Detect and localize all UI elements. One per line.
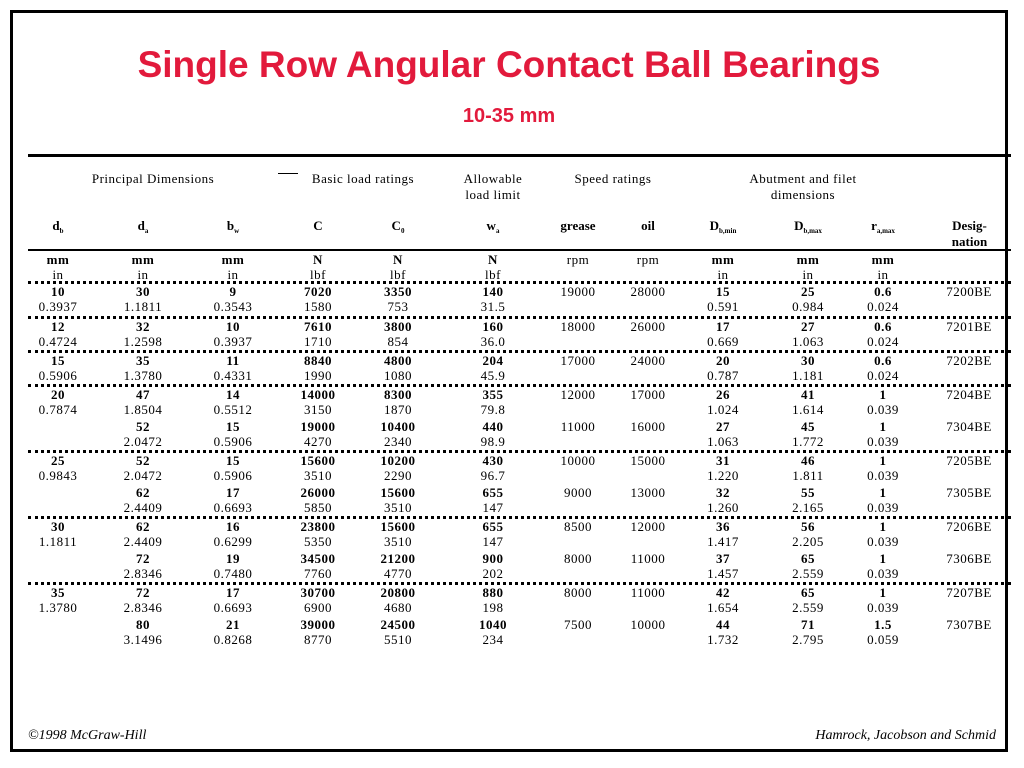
cell-metric-abut-Dbmax: 30 <box>801 353 815 368</box>
cell-metric-limit-wa: 880 <box>482 585 504 600</box>
cell-imperial-outer-da: 2.0472 <box>123 468 163 483</box>
cell-metric-load-C0: 15600 <box>380 485 416 500</box>
cell-imperial-limit-wa: 234 <box>482 632 504 647</box>
cell-imperial-load-C0: 1080 <box>384 368 412 383</box>
cell-imperial-load-C: 5850 <box>304 500 332 515</box>
cell-imperial-bore-d: 0.4724 <box>38 334 78 349</box>
cell-imperial-width-bw: 0.4331 <box>213 368 253 383</box>
cell-imperial-load-C0: 2290 <box>384 468 412 483</box>
cell-metric-bore-d: 35 <box>51 585 65 600</box>
cell-imperial-load-C: 7760 <box>304 566 332 581</box>
cell-imperial-limit-wa: 202 <box>482 566 504 581</box>
unit-metric-filet-ramax: mm <box>871 252 895 267</box>
cell-imperial-width-bw: 0.7480 <box>213 566 253 581</box>
cell-metric-abut-Dbmin: 17 <box>716 319 730 334</box>
cell-imperial-width-bw: 0.5906 <box>213 434 253 449</box>
cell-metric-abut-Dbmin: 15 <box>716 284 730 299</box>
cell-imperial-limit-wa: 45.9 <box>480 368 506 383</box>
cell-metric-abut-Dbmax: 46 <box>801 453 815 468</box>
symbol-designation-2: nation <box>951 234 988 249</box>
cell-metric-abut-Dbmin: 26 <box>716 387 730 402</box>
cell-imperial-outer-da: 2.8346 <box>123 566 163 581</box>
cell-metric-load-C0: 24500 <box>380 617 416 632</box>
cell-metric-speed-oil: 17000 <box>630 387 666 402</box>
cell-metric-outer-da: 52 <box>136 453 150 468</box>
cell-imperial-outer-da: 2.0472 <box>123 434 163 449</box>
cell-metric-limit-wa: 140 <box>482 284 504 299</box>
symbol-wa: $w_a$ <box>486 218 500 235</box>
unit-imperial-load-C: lbf <box>310 267 326 282</box>
symbol-d: $d_b$ <box>52 218 64 235</box>
cell-metric-load-C0: 21200 <box>380 551 416 566</box>
symbol-oil: oil <box>641 218 655 233</box>
cell-metric-speed-oil: 28000 <box>630 284 666 299</box>
cell-metric-limit-wa: 900 <box>482 551 504 566</box>
cell-metric-load-C: 34500 <box>300 551 336 566</box>
cell-imperial-abut-Dbmin: 0.669 <box>707 334 739 349</box>
cell-metric-width-bw: 17 <box>226 585 240 600</box>
cell-metric-speed-oil: 15000 <box>630 453 666 468</box>
cell-metric-filet-ramax: 1 <box>879 519 887 534</box>
cell-metric-speed-oil: 16000 <box>630 419 666 434</box>
cell-imperial-abut-Dbmax: 2.165 <box>792 500 824 515</box>
header-rule <box>28 249 1011 251</box>
cell-metric-abut-Dbmax: 71 <box>801 617 815 632</box>
cell-metric-outer-da: 62 <box>136 519 150 534</box>
cell-metric-width-bw: 14 <box>226 387 240 402</box>
cell-metric-width-bw: 17 <box>226 485 240 500</box>
cell-imperial-bore-d: 1.1811 <box>38 534 78 549</box>
cell-metric-limit-wa: 1040 <box>479 617 507 632</box>
cell-imperial-filet-ramax: 0.024 <box>867 368 899 383</box>
cell-imperial-abut-Dbmax: 1.063 <box>792 334 824 349</box>
cell-metric-filet-ramax: 1 <box>879 419 887 434</box>
symbol-C: C <box>313 218 323 233</box>
cell-imperial-outer-da: 3.1496 <box>123 632 163 647</box>
cell-metric-filet-ramax: 1 <box>879 485 887 500</box>
cell-metric-outer-da: 72 <box>136 585 150 600</box>
cell-imperial-width-bw: 0.6693 <box>213 500 253 515</box>
symbol-ra-max: $r_{a,max}$ <box>871 218 895 235</box>
cell-metric-speed-oil: 13000 <box>630 485 666 500</box>
cell-imperial-load-C0: 854 <box>387 334 409 349</box>
cell-imperial-abut-Dbmin: 0.787 <box>707 368 739 383</box>
cell-metric-width-bw: 16 <box>226 519 240 534</box>
slide-frame <box>10 10 1008 752</box>
cell-metric-load-C: 26000 <box>300 485 336 500</box>
cell-metric-load-C0: 3800 <box>384 319 412 334</box>
cell-imperial-limit-wa: 147 <box>482 534 504 549</box>
cell-metric-filet-ramax: 0.6 <box>874 353 892 368</box>
cell-metric-load-C0: 15600 <box>380 519 416 534</box>
cell-imperial-abut-Dbmin: 1.654 <box>707 600 739 615</box>
unit-metric-abut-Dbmax: mm <box>796 252 820 267</box>
cell-metric-load-C: 8840 <box>304 353 332 368</box>
cell-metric-designation: 7201BE <box>946 319 992 334</box>
cell-metric-designation: 7207BE <box>946 585 992 600</box>
cell-metric-limit-wa: 440 <box>482 419 504 434</box>
cell-metric-speed-grease: 12000 <box>560 387 596 402</box>
cell-metric-abut-Dbmin: 36 <box>716 519 730 534</box>
cell-metric-designation: 7202BE <box>946 353 992 368</box>
cell-metric-designation: 7205BE <box>946 453 992 468</box>
cell-imperial-bore-d: 0.9843 <box>38 468 78 483</box>
cell-metric-load-C: 14000 <box>300 387 336 402</box>
cell-metric-abut-Dbmax: 56 <box>801 519 815 534</box>
cell-imperial-abut-Dbmax: 1.614 <box>792 402 824 417</box>
cell-metric-load-C0: 20800 <box>380 585 416 600</box>
footer-authors: Hamrock, Jacobson and Schmid <box>815 728 996 743</box>
cell-metric-designation: 7204BE <box>946 387 992 402</box>
cell-metric-outer-da: 35 <box>136 353 150 368</box>
cell-imperial-load-C0: 4680 <box>384 600 412 615</box>
cell-metric-abut-Dbmax: 55 <box>801 485 815 500</box>
symbol-grease: grease <box>560 218 596 233</box>
cell-imperial-abut-Dbmin: 1.417 <box>707 534 739 549</box>
cell-metric-designation: 7305BE <box>946 485 992 500</box>
cell-imperial-load-C0: 4770 <box>384 566 412 581</box>
cell-metric-limit-wa: 430 <box>482 453 504 468</box>
cell-metric-speed-grease: 9000 <box>564 485 592 500</box>
unit-metric-speed-oil: rpm <box>636 252 660 267</box>
cell-metric-width-bw: 15 <box>226 419 240 434</box>
cell-metric-speed-grease: 18000 <box>560 319 596 334</box>
cell-imperial-abut-Dbmax: 2.559 <box>792 566 824 581</box>
cell-imperial-filet-ramax: 0.039 <box>867 500 899 515</box>
cell-metric-bore-d: 12 <box>51 319 65 334</box>
cell-metric-filet-ramax: 0.6 <box>874 284 892 299</box>
unit-metric-load-C0: N <box>393 252 403 267</box>
symbol-bw: $b_w$ <box>226 218 240 235</box>
unit-imperial-bore-d: in <box>52 267 64 282</box>
cell-metric-load-C: 30700 <box>300 585 336 600</box>
cell-metric-speed-grease: 8500 <box>564 519 592 534</box>
cell-imperial-abut-Dbmax: 2.205 <box>792 534 824 549</box>
symbol-da: $d_a$ <box>137 218 149 235</box>
cell-imperial-width-bw: 0.5512 <box>213 402 253 417</box>
cell-imperial-filet-ramax: 0.039 <box>867 402 899 417</box>
group-allowable-1: Allowable <box>463 171 523 186</box>
cell-imperial-abut-Dbmax: 2.559 <box>792 600 824 615</box>
cell-metric-abut-Dbmax: 65 <box>801 551 815 566</box>
cell-imperial-load-C: 4270 <box>304 434 332 449</box>
cell-metric-abut-Dbmin: 27 <box>716 419 730 434</box>
cell-metric-load-C: 23800 <box>300 519 336 534</box>
cell-metric-filet-ramax: 1 <box>879 453 887 468</box>
unit-imperial-filet-ramax: in <box>877 267 889 282</box>
cell-imperial-abut-Dbmax: 0.984 <box>792 299 824 314</box>
unit-imperial-abut-Dbmax: in <box>802 267 814 282</box>
unit-metric-bore-d: mm <box>46 252 70 267</box>
cell-metric-bore-d: 25 <box>51 453 65 468</box>
footer-copyright: ©1998 McGraw-Hill <box>28 728 147 743</box>
slide-title: Single Row Angular Contact Ball Bearings <box>137 44 881 85</box>
cell-metric-outer-da: 32 <box>136 319 150 334</box>
cell-imperial-load-C0: 3510 <box>384 534 412 549</box>
cell-imperial-limit-wa: 31.5 <box>480 299 506 314</box>
cell-imperial-bore-d: 0.5906 <box>38 368 78 383</box>
cell-metric-outer-da: 72 <box>136 551 150 566</box>
cell-imperial-filet-ramax: 0.039 <box>867 566 899 581</box>
cell-metric-abut-Dbmin: 20 <box>716 353 730 368</box>
cell-metric-load-C0: 10200 <box>380 453 416 468</box>
cell-metric-filet-ramax: 0.6 <box>874 319 892 334</box>
group-allowable-2: load limit <box>465 187 521 202</box>
cell-metric-limit-wa: 655 <box>482 519 504 534</box>
cell-metric-abut-Dbmin: 44 <box>716 617 730 632</box>
cell-imperial-width-bw: 0.3543 <box>213 299 253 314</box>
cell-metric-outer-da: 47 <box>136 387 150 402</box>
table-top-rule <box>28 154 1011 157</box>
cell-imperial-load-C: 1990 <box>304 368 332 383</box>
cell-imperial-limit-wa: 98.9 <box>480 434 506 449</box>
cell-metric-designation: 7206BE <box>946 519 992 534</box>
cell-imperial-load-C: 1710 <box>304 334 332 349</box>
cell-imperial-load-C0: 1870 <box>384 402 412 417</box>
cell-metric-bore-d: 15 <box>51 353 65 368</box>
cell-imperial-outer-da: 2.8346 <box>123 600 163 615</box>
cell-metric-abut-Dbmin: 42 <box>716 585 730 600</box>
cell-imperial-filet-ramax: 0.039 <box>867 600 899 615</box>
cell-metric-outer-da: 80 <box>136 617 150 632</box>
cell-metric-load-C: 15600 <box>300 453 336 468</box>
cell-metric-load-C: 39000 <box>300 617 336 632</box>
unit-metric-width-bw: mm <box>221 252 245 267</box>
cell-metric-abut-Dbmax: 25 <box>801 284 815 299</box>
cell-imperial-abut-Dbmin: 1.732 <box>707 632 739 647</box>
unit-imperial-load-C0: lbf <box>390 267 406 282</box>
cell-imperial-abut-Dbmax: 2.795 <box>792 632 824 647</box>
unit-imperial-abut-Dbmin: in <box>717 267 729 282</box>
cell-metric-limit-wa: 355 <box>482 387 504 402</box>
cell-metric-speed-oil: 12000 <box>630 519 666 534</box>
cell-metric-filet-ramax: 1 <box>879 585 887 600</box>
cell-metric-designation: 7200BE <box>946 284 992 299</box>
cell-metric-speed-grease: 11000 <box>560 419 596 434</box>
cell-imperial-load-C0: 753 <box>387 299 409 314</box>
cell-metric-outer-da: 52 <box>136 419 150 434</box>
cell-imperial-abut-Dbmin: 1.457 <box>707 566 739 581</box>
cell-metric-speed-grease: 19000 <box>560 284 596 299</box>
unit-imperial-width-bw: in <box>227 267 239 282</box>
cell-imperial-load-C0: 2340 <box>384 434 412 449</box>
symbol-C0: $C_0$ <box>391 218 405 235</box>
cell-metric-filet-ramax: 1 <box>879 387 887 402</box>
cell-metric-speed-oil: 11000 <box>630 585 666 600</box>
cell-metric-speed-grease: 8000 <box>564 585 592 600</box>
cell-metric-width-bw: 10 <box>226 319 240 334</box>
cell-imperial-abut-Dbmin: 1.024 <box>707 402 739 417</box>
cell-metric-bore-d: 20 <box>51 387 65 402</box>
cell-imperial-outer-da: 1.8504 <box>123 402 163 417</box>
cell-imperial-bore-d: 1.3780 <box>38 600 78 615</box>
group-abutment-1: Abutment and filet <box>749 171 857 186</box>
cell-metric-load-C0: 3350 <box>384 284 412 299</box>
cell-metric-limit-wa: 160 <box>482 319 504 334</box>
cell-imperial-filet-ramax: 0.059 <box>867 632 899 647</box>
cell-metric-outer-da: 62 <box>136 485 150 500</box>
cell-imperial-outer-da: 2.4409 <box>123 500 163 515</box>
cell-imperial-filet-ramax: 0.024 <box>867 334 899 349</box>
cell-metric-abut-Dbmin: 32 <box>716 485 730 500</box>
cell-imperial-limit-wa: 147 <box>482 500 504 515</box>
cell-metric-load-C0: 4800 <box>384 353 412 368</box>
cell-metric-abut-Dbmax: 41 <box>801 387 815 402</box>
unit-imperial-outer-da: in <box>137 267 149 282</box>
cell-imperial-load-C: 3510 <box>304 468 332 483</box>
cell-metric-abut-Dbmin: 37 <box>716 551 730 566</box>
cell-metric-width-bw: 15 <box>226 453 240 468</box>
cell-imperial-width-bw: 0.6299 <box>213 534 253 549</box>
cell-imperial-load-C0: 3510 <box>384 500 412 515</box>
cell-imperial-abut-Dbmin: 1.220 <box>707 468 739 483</box>
cell-imperial-bore-d: 0.7874 <box>38 402 78 417</box>
cell-metric-width-bw: 9 <box>229 284 237 299</box>
slide-subtitle: 10-35 mm <box>462 105 556 127</box>
unit-metric-speed-grease: rpm <box>566 252 590 267</box>
cell-metric-width-bw: 19 <box>226 551 240 566</box>
cell-metric-limit-wa: 204 <box>482 353 504 368</box>
cell-imperial-load-C: 3150 <box>304 402 332 417</box>
cell-imperial-limit-wa: 36.0 <box>480 334 506 349</box>
cell-metric-designation: 7306BE <box>946 551 992 566</box>
cell-imperial-width-bw: 0.8268 <box>213 632 253 647</box>
cell-imperial-outer-da: 1.3780 <box>123 368 163 383</box>
group-principal-dimensions: Principal Dimensions <box>91 171 215 186</box>
cell-metric-abut-Dbmax: 65 <box>801 585 815 600</box>
cell-metric-abut-Dbmax: 45 <box>801 419 815 434</box>
cell-metric-outer-da: 30 <box>136 284 150 299</box>
cell-metric-speed-oil: 26000 <box>630 319 666 334</box>
cell-metric-limit-wa: 655 <box>482 485 504 500</box>
unit-metric-outer-da: mm <box>131 252 155 267</box>
cell-imperial-limit-wa: 198 <box>482 600 504 615</box>
cell-imperial-abut-Dbmin: 1.260 <box>707 500 739 515</box>
cell-metric-load-C: 19000 <box>300 419 336 434</box>
cell-imperial-filet-ramax: 0.039 <box>867 468 899 483</box>
symbol-Db-max: $D_{b,max}$ <box>794 218 822 235</box>
cell-imperial-abut-Dbmin: 0.591 <box>707 299 739 314</box>
cell-imperial-bore-d: 0.3937 <box>38 299 78 314</box>
cell-metric-width-bw: 11 <box>226 353 240 368</box>
cell-imperial-filet-ramax: 0.039 <box>867 534 899 549</box>
cell-imperial-load-C: 8770 <box>304 632 332 647</box>
cell-imperial-abut-Dbmin: 1.063 <box>707 434 739 449</box>
cell-imperial-load-C: 1580 <box>304 299 332 314</box>
cell-metric-load-C0: 8300 <box>384 387 412 402</box>
cell-imperial-outer-da: 1.2598 <box>123 334 163 349</box>
cell-imperial-load-C: 5350 <box>304 534 332 549</box>
cell-metric-load-C0: 10400 <box>380 419 416 434</box>
cell-metric-designation: 7307BE <box>946 617 992 632</box>
group-abutment-2: dimensions <box>770 187 836 202</box>
cell-metric-speed-oil: 10000 <box>630 617 666 632</box>
unit-metric-abut-Dbmin: mm <box>711 252 735 267</box>
cell-metric-speed-oil: 11000 <box>630 551 666 566</box>
unit-imperial-limit-wa: lbf <box>485 267 501 282</box>
cell-imperial-width-bw: 0.5906 <box>213 468 253 483</box>
cell-imperial-filet-ramax: 0.039 <box>867 434 899 449</box>
group-speed-ratings: Speed ratings <box>574 171 652 186</box>
group-basic-load-ratings: Basic load ratings <box>311 171 415 186</box>
cell-metric-speed-oil: 24000 <box>630 353 666 368</box>
cell-metric-width-bw: 21 <box>226 617 240 632</box>
cell-metric-designation: 7304BE <box>946 419 992 434</box>
cell-metric-abut-Dbmin: 31 <box>716 453 730 468</box>
cell-metric-filet-ramax: 1.5 <box>874 617 892 632</box>
cell-metric-load-C: 7020 <box>304 284 332 299</box>
symbol-Db-min: $D_{b,min}$ <box>709 218 737 235</box>
cell-imperial-abut-Dbmax: 1.772 <box>792 434 824 449</box>
cell-imperial-filet-ramax: 0.024 <box>867 299 899 314</box>
cell-metric-speed-grease: 7500 <box>564 617 592 632</box>
cell-imperial-load-C: 6900 <box>304 600 332 615</box>
cell-metric-load-C: 7610 <box>304 319 332 334</box>
unit-metric-load-C: N <box>313 252 323 267</box>
cell-metric-filet-ramax: 1 <box>879 551 887 566</box>
cell-imperial-width-bw: 0.3937 <box>213 334 253 349</box>
cell-imperial-outer-da: 1.1811 <box>123 299 163 314</box>
cell-imperial-outer-da: 2.4409 <box>123 534 163 549</box>
cell-imperial-abut-Dbmax: 1.181 <box>792 368 824 383</box>
cell-imperial-limit-wa: 96.7 <box>480 468 506 483</box>
cell-imperial-limit-wa: 79.8 <box>480 402 506 417</box>
cell-metric-bore-d: 30 <box>51 519 65 534</box>
cell-imperial-width-bw: 0.6693 <box>213 600 253 615</box>
cell-imperial-abut-Dbmax: 1.811 <box>792 468 824 483</box>
cell-metric-speed-grease: 10000 <box>560 453 596 468</box>
cell-metric-speed-grease: 17000 <box>560 353 596 368</box>
cell-metric-bore-d: 10 <box>51 284 65 299</box>
cell-metric-abut-Dbmax: 27 <box>801 319 815 334</box>
unit-metric-limit-wa: N <box>488 252 498 267</box>
cell-metric-speed-grease: 8000 <box>564 551 592 566</box>
symbol-designation-1: Desig- <box>952 218 987 233</box>
cell-imperial-load-C0: 5510 <box>384 632 412 647</box>
